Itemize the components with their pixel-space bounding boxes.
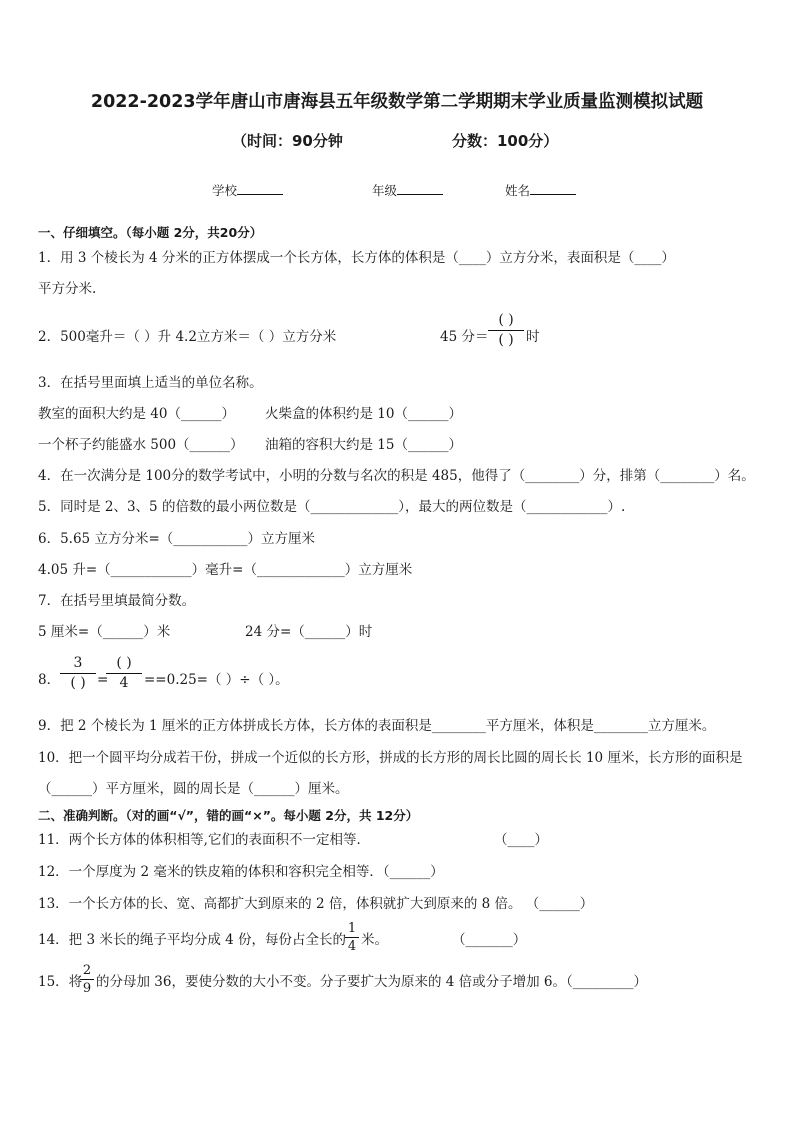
- q7-title: 7．在括号里填最简分数。: [38, 593, 196, 609]
- q8-label: 8．: [38, 672, 61, 688]
- fraction-bar: [60, 673, 96, 674]
- q8-rest: ==0.25=（ ）÷（ ）。: [144, 672, 289, 688]
- name-blank[interactable]: [530, 181, 576, 195]
- name-field[interactable]: [505, 181, 576, 199]
- q12: 12．一个厚度为 2 毫米的铁皮箱的体积和容积完全相等．（______）: [38, 864, 444, 880]
- q3-a: 教室的面积大约是 40（______）: [38, 406, 235, 422]
- q14-b: 米。: [361, 932, 388, 948]
- page-title: 2022-2023学年唐山市唐海县五年级数学第二学期期末学业质量监测模拟试题: [90, 92, 704, 112]
- school-field[interactable]: [212, 181, 283, 199]
- q9: 9．把 2 个棱长为 1 厘米的正方体拼成长方体，长方体的表面积是________平方厘米，体积是________立方厘米。: [38, 718, 716, 734]
- q13: 13．一个长方体的长、宽、高都扩大到原来的 2 倍，体积就扩大到原来的 8 倍。 （______）: [38, 896, 594, 912]
- q2-fraction-numerator: ( ): [498, 312, 514, 328]
- q8-f2-denominator: 4: [119, 675, 129, 691]
- q8-fraction-1: [60, 655, 96, 692]
- q7-a: 5 厘米=（______）米: [38, 624, 171, 640]
- q14-fraction: [345, 921, 359, 954]
- q1-line1: 1．用 3 个棱长为 4 分米的正方体摆成一个长方体，长方体的体积是（____）立方分米，表面积是（____）: [38, 250, 675, 266]
- q11: 11．两个长方体的体积相等,它们的表面积不一定相等．: [38, 832, 370, 848]
- q15-a: 15．将: [38, 974, 83, 990]
- q1-line2: 平方分米.: [38, 281, 97, 297]
- name-label: 姓名: [505, 183, 531, 198]
- q15-numerator: 2: [82, 963, 92, 978]
- q14-numerator: 1: [347, 921, 357, 936]
- q8-f1-numerator: 3: [73, 655, 83, 671]
- q15-fraction: [80, 963, 94, 996]
- q6-b: 4.05 升=（____________）毫升=（_____________）立方厘米: [38, 562, 413, 578]
- q2-fraction: [488, 312, 524, 349]
- q15-denominator: 9: [82, 981, 92, 996]
- grade-blank[interactable]: [397, 181, 443, 195]
- q6-a: 6．5.65 立方分米=（___________）立方厘米: [38, 531, 316, 547]
- q14-blank[interactable]: （_______）: [452, 932, 527, 948]
- q2-part-a: 2．500毫升＝（ ）升 4.2立方米＝（ ）立方分米: [38, 329, 337, 345]
- q14-a: 14．把 3 米长的绳子平均分成 4 份，每份占全长的: [38, 932, 347, 948]
- q7-b: 24 分=（______）时: [245, 624, 373, 640]
- fraction-bar: [106, 673, 142, 674]
- section2-title: 二、准确判断。（对的画“√”，错的画“×”。每小题 2分，共 12分）: [38, 808, 419, 823]
- q8-f1-denominator: ( ): [70, 675, 86, 691]
- exam-time: （时间：90分钟: [232, 132, 343, 150]
- q15-b: 的分母加 36，要使分数的大小不变。分子要扩大为原来的 4 倍或分子增加 6。（_________）: [96, 974, 648, 990]
- q2-part-c: 时: [526, 329, 540, 345]
- school-label: 学校: [212, 183, 238, 198]
- q10-line2: （______）平方厘米，圆的周长是（______）厘米。: [38, 781, 349, 797]
- q14-denominator: 4: [347, 939, 357, 954]
- q5: 5．同时是 2、3、5 的倍数的最小两位数是（_____________），最大的两位数是（____________）.: [38, 499, 626, 515]
- q3-c: 一个杯子约能盛水 500（______）: [38, 437, 244, 453]
- q11-blank[interactable]: （____）: [494, 832, 548, 848]
- grade-field[interactable]: [372, 181, 443, 199]
- fraction-bar: [80, 979, 94, 980]
- section1-title: 一、仔细填空。（每小题 2分，共20分）: [38, 225, 263, 240]
- school-blank[interactable]: [237, 181, 283, 195]
- fraction-bar: [345, 937, 359, 938]
- q8-equals: =: [97, 672, 109, 688]
- q3-title: 3．在括号里面填上适当的单位名称。: [38, 375, 263, 391]
- grade-label: 年级: [372, 183, 398, 198]
- q2-part-b: 45 分＝: [440, 329, 489, 345]
- q3-d: 油箱的容积大约是 15（______）: [265, 437, 462, 453]
- q10-line1: 10．把一个圆平均分成若干份，拼成一个近似的长方形，拼成的长方形的周长比圆的周长长 10 厘米，长方形的面积是: [38, 750, 743, 766]
- fraction-bar: [488, 330, 524, 331]
- q4: 4．在一次满分是 100分的数学考试中，小明的分数与名次的积是 485，他得了（________）分，排第（________）名。: [38, 468, 755, 484]
- q3-b: 火柴盒的体积约是 10（______）: [265, 406, 462, 422]
- q2-fraction-denominator: ( ): [498, 332, 514, 348]
- q8-fraction-2: [106, 655, 142, 692]
- exam-score: 分数：100分）: [452, 132, 559, 150]
- q8-f2-numerator: ( ): [116, 655, 132, 671]
